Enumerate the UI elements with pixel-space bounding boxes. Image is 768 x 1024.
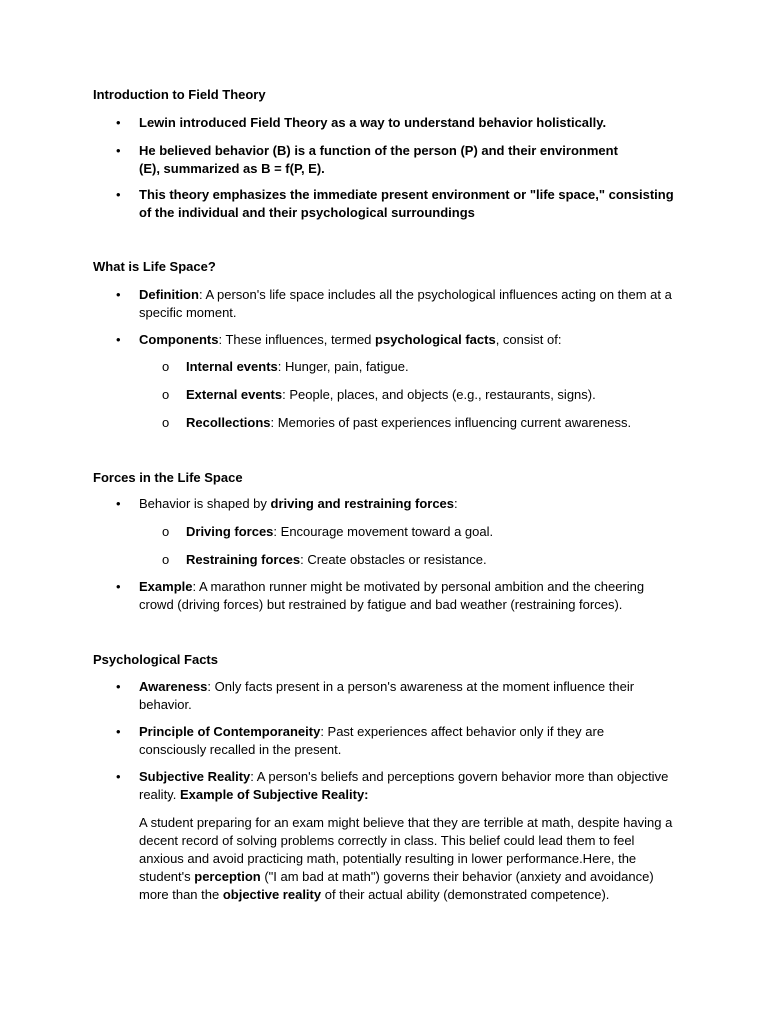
text: :: [454, 496, 458, 511]
term: Subjective Reality: [139, 769, 251, 784]
sub-list-item: [186, 414, 686, 432]
bullet-icon: •: [116, 579, 121, 594]
list-item-awareness: [139, 678, 639, 714]
term: driving and restraining forces: [270, 496, 455, 511]
term: Definition: [139, 287, 199, 302]
term: Principle of Contemporaneity: [139, 724, 321, 739]
text: : Only facts present in a person's awareness at the moment influence their behavior.: [139, 679, 635, 712]
sub-bullet-icon: o: [162, 359, 170, 374]
list-item: He believed behavior (B) is a function of the person (P) and their environment (E), summarized as B = f(P, E).: [139, 143, 618, 176]
bullet-icon: •: [116, 143, 121, 158]
text: : Past experiences affect behavior only if they are consciously recalled in the present.: [139, 724, 605, 757]
text: : People, places, and objects (e.g., restaurants, signs).: [282, 387, 596, 402]
text: : A marathon runner might be motivated by personal ambition and the cheering crowd (driving forces) but restrained by fatigue and bad weather (restraining forces).: [139, 579, 645, 612]
bullet-icon: •: [116, 115, 121, 130]
term: Awareness: [139, 679, 208, 694]
text: : These influences, termed: [218, 332, 376, 347]
text: , consist of:: [495, 332, 562, 347]
term: Example of Subjective Reality:: [179, 787, 369, 802]
sub-bullet-icon: o: [162, 387, 170, 402]
term: Components: [139, 332, 219, 347]
text: : Create obstacles or resistance.: [300, 552, 487, 567]
text: A student preparing for an exam might believe that they are terrible at math, despite having a decent record of solving problems correctly in class. This belief could lead them to feel anxious and avoid practicing math, potentially resulting in lower performance.Here, the student's: [139, 815, 673, 884]
text: : Memories of past experiences influencing current awareness.: [270, 415, 632, 430]
list-item-components: [139, 331, 679, 349]
text: Behavior is shaped by: [139, 496, 271, 511]
text: ("I am bad at math") governs their behavior (anxiety and avoidance) more than the: [139, 869, 654, 902]
example-paragraph: [139, 814, 679, 904]
text: : Encourage movement toward a goal.: [273, 524, 494, 539]
term: objective reality: [222, 887, 322, 902]
bullet-icon: •: [116, 187, 121, 202]
sub-list-item: [186, 358, 686, 376]
bullet-icon: •: [116, 769, 121, 784]
term: perception: [194, 869, 261, 884]
section-heading-psych-facts: Psychological Facts: [93, 652, 218, 667]
bullet-icon: •: [116, 724, 121, 739]
list-item-contemporaneity: [139, 723, 669, 759]
text: : Hunger, pain, fatigue.: [277, 359, 409, 374]
section-heading-field-theory: Introduction to Field Theory: [93, 87, 266, 102]
list-item: This theory emphasizes the immediate present environment or "life space," consisting of the individual and their psychological surroundings: [139, 187, 674, 220]
sub-list-item: [186, 551, 686, 569]
section-heading-life-space: What is Life Space?: [93, 259, 216, 274]
term: Example: [139, 579, 193, 594]
term: Driving forces: [186, 524, 274, 539]
sub-list-item: [186, 386, 686, 404]
bullet-icon: •: [116, 332, 121, 347]
bullet-icon: •: [116, 287, 121, 302]
text: : A person's life space includes all the psychological influences acting on them at a specific moment.: [139, 287, 672, 320]
list-item-example: [139, 578, 679, 614]
section-heading-forces: Forces in the Life Space: [93, 470, 243, 485]
bullet-icon: •: [116, 496, 121, 511]
term: Recollections: [186, 415, 271, 430]
sub-bullet-icon: o: [162, 552, 170, 567]
list-item-subjective-reality: [139, 768, 669, 804]
list-item-forces-intro: [139, 495, 679, 513]
text: : A person's beliefs and perceptions govern behavior more than objective reality.: [139, 769, 669, 802]
term: External events: [186, 387, 283, 402]
term: Internal events: [186, 359, 278, 374]
term: Restraining forces: [186, 552, 301, 567]
list-item-definition: [139, 286, 679, 322]
bullet-icon: •: [116, 679, 121, 694]
text: of their actual ability (demonstrated competence).: [321, 887, 610, 902]
sub-bullet-icon: o: [162, 524, 170, 539]
sub-list-item: [186, 523, 686, 541]
list-item: Lewin introduced Field Theory as a way to understand behavior holistically.: [139, 115, 607, 130]
sub-bullet-icon: o: [162, 415, 170, 430]
term: psychological facts: [375, 332, 496, 347]
